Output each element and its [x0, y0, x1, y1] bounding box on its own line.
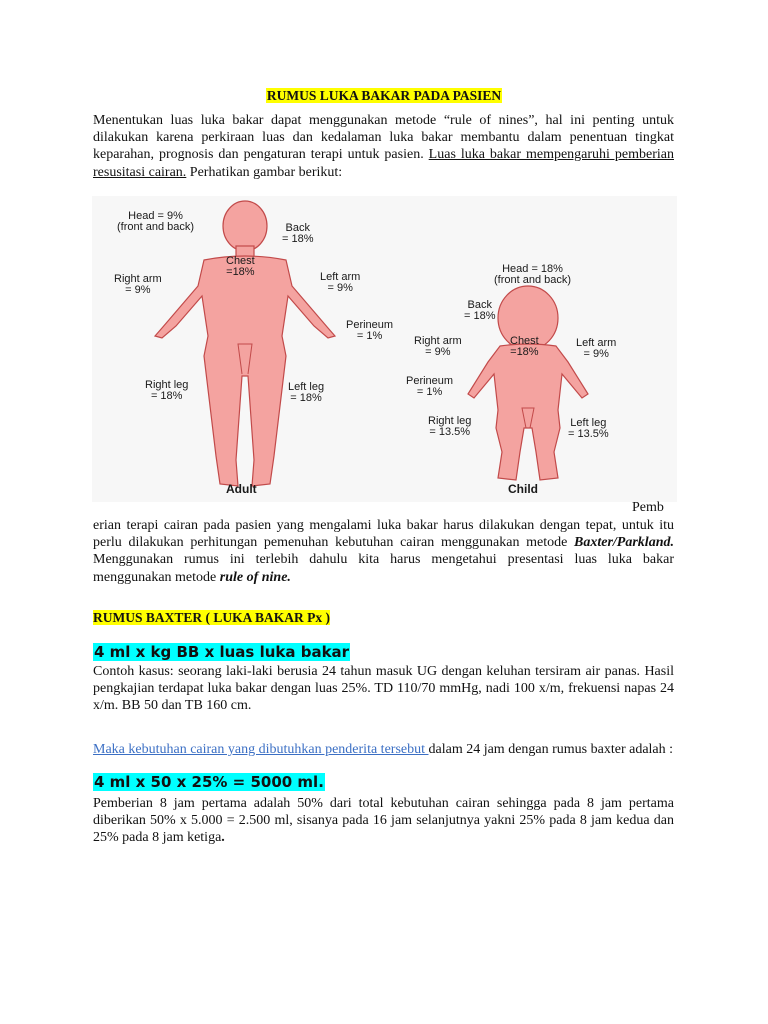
rule-of-nines-figure — [92, 196, 677, 502]
adult-head-label: Head = 9% (front and back) — [117, 210, 195, 233]
case-paragraph: Contoh kasus: seorang laki-laki berusia 24 tahun masuk UG dengan keluhan tersiram air panas. Hasil pengkajian terdapat luka bakar dengan luas 25%. TD 110/70 mmHg, nadi 100 x/m, frekuensi napas 24 x/m. BB 50 dan TB 160 cm. — [93, 664, 674, 714]
child-caption: Child — [508, 482, 538, 496]
baxter-formula: 4 ml x kg BB x luas luka bakar — [94, 643, 350, 661]
baxter-heading: RUMUS BAXTER ( LUKA BAKAR Px ) — [93, 610, 331, 625]
closing-paragraph: Pemberian 8 jam pertama adalah 50% dari total kebutuhan cairan sehingga pada 8 jam pertama diberikan 50% x 5.000 = 2.500 ml, sisanya pada 16 jam selanjutnya yakni 25% pada 8 jam kedua dan 25% pada 8 jam ketiga. — [93, 796, 674, 846]
adult-back-label: Back = 18% — [282, 222, 314, 245]
intro-paragraph: Menentukan luas luka bakar dapat menggunakan metode “rule of nines”, hal ini penting untuk dilakukan karena perkiraan luas dan kedalaman luka bakar membantu dalam penentuan tingkat keparahan, prognosis dan pengaturan terapi untuk pasien. Luas luka bakar mempengaruhi pemberian resusitasi cairan. Perhatikan gambar berikut: — [93, 113, 674, 180]
adult-right-leg-label: Right leg = 18% — [145, 379, 189, 402]
adult-left-leg-label: Left leg = 18% — [288, 381, 325, 404]
adult-perineum-label: Perineum = 1% — [346, 319, 394, 342]
adult-left-arm-label: Left arm = 9% — [320, 271, 361, 294]
calculation-result: 4 ml x 50 x 25% = 5000 ml. — [94, 773, 324, 791]
page-title: RUMUS LUKA BAKAR PADA PASIEN — [266, 88, 502, 103]
child-chest-label: Chest =18% — [510, 335, 539, 358]
question-link[interactable]: Maka kebutuhan cairan yang dibutuhkan penderita tersebut — [93, 742, 429, 757]
underlined-statement: Luas luka bakar mempengaruhi pemberian resusitasi cairan. — [93, 147, 674, 180]
pemb-fragment: Pemb — [632, 500, 664, 515]
child-head-label: Head = 18% (front and back) — [494, 263, 572, 286]
baxter-paragraph: erian terapi cairan pada pasien yang mengalami luka bakar harus dilakukan dengan tepat, untuk itu perlu dilakukan perhitungan pemenuhan kebutuhan cairan menggunakan metode Baxter/Parkland. Menggunakan rumus ini terlebih dahulu kita harus mengetahui presentasi luas luka bakar menggunakan metode rule of nine. — [93, 518, 674, 585]
child-perineum-label: Perineum = 1% — [406, 375, 454, 398]
adult-right-arm-label: Right arm = 9% — [114, 273, 162, 296]
child-right-arm-label: Right arm = 9% — [414, 335, 462, 358]
child-right-leg-label: Right leg = 13.5% — [428, 415, 472, 438]
question-paragraph: Maka kebutuhan cairan yang dibutuhkan penderita tersebut dalam 24 jam dengan rumus baxter adalah : — [93, 742, 674, 757]
child-left-arm-label: Left arm = 9% — [576, 337, 617, 360]
adult-caption: Adult — [226, 482, 257, 496]
child-left-leg-label: Left leg = 13.5% — [568, 417, 609, 440]
child-back-label: Back = 18% — [464, 299, 496, 322]
adult-chest-label: Chest =18% — [226, 255, 255, 278]
